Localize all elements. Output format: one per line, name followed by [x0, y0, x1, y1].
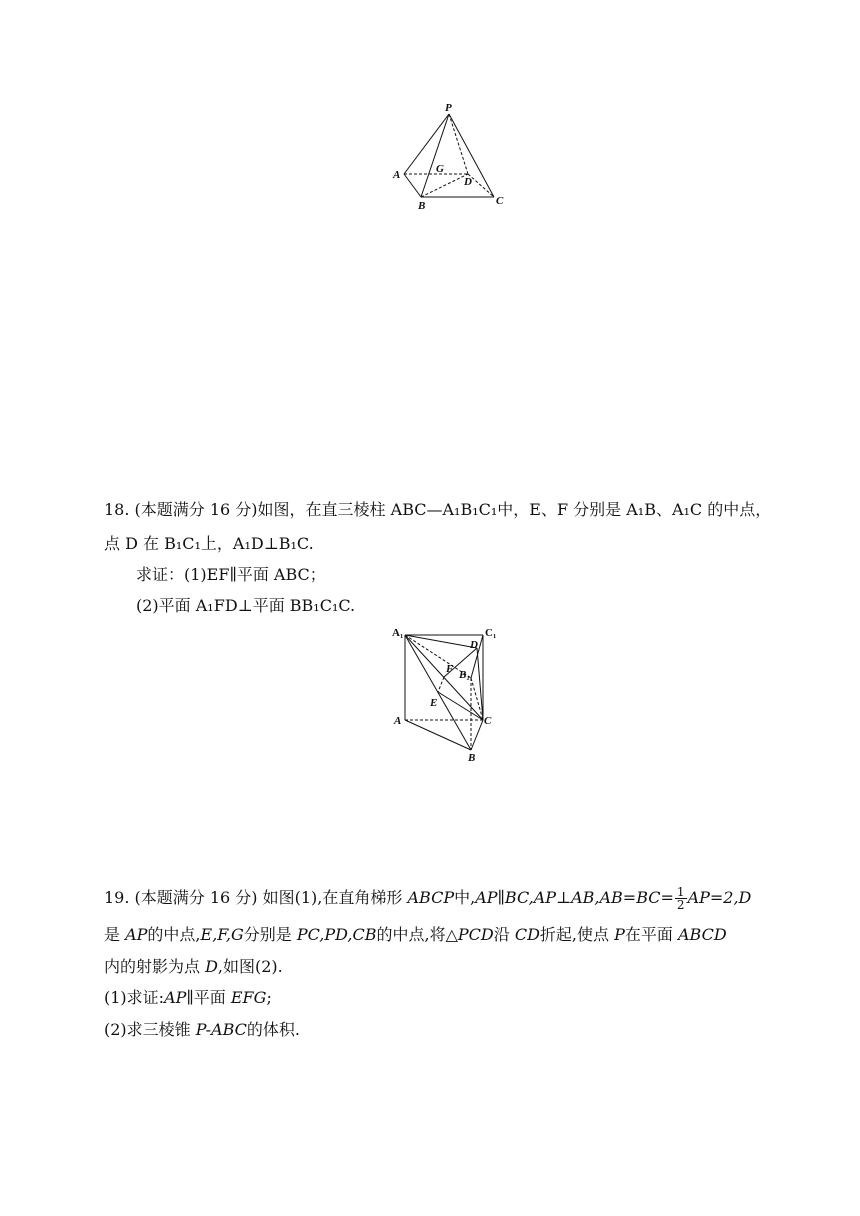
label-C1: C₁: [485, 627, 497, 639]
label-G: G: [436, 163, 444, 175]
pyramid-figure: [386, 100, 516, 215]
q19-line5: (2)求三棱锥 P-ABC的体积.: [104, 1020, 301, 1039]
label-A: A: [394, 715, 402, 727]
label-A: A: [393, 169, 401, 181]
label-B: B: [418, 200, 426, 212]
fraction-one-half: $\frac{1}{2}$: [676, 885, 685, 912]
label-B: B: [468, 752, 476, 764]
label-E: E: [430, 697, 438, 709]
label-A1: A₁: [392, 627, 404, 639]
q18-line2: 点 D 在 B₁C₁上，A₁D⊥B₁C.: [104, 534, 314, 553]
q18-line3: 求证：(1)EF∥平面 ABC；: [136, 565, 326, 584]
q19-line1: 19. (本题满分 16 分) 如图(1),在直角梯形 ABCP中,AP∥BC,AP⊥AB,AB=BC= $\frac{1}{2}$ AP=2,D: [104, 885, 752, 912]
q19-line3: 内的射影为点 D,如图(2).: [104, 957, 283, 976]
label-C: C: [496, 195, 504, 207]
label-C: C: [484, 715, 492, 727]
label-P: P: [445, 102, 452, 114]
label-D: D: [470, 639, 478, 651]
prism-figure: [388, 622, 513, 764]
q19-line4: (1)求证:AP∥平面 EFG;: [104, 988, 272, 1007]
q19-line2: 是 AP的中点,E,F,G分别是 PC,PD,CB的中点,将△PCD沿 CD折起,使点 P在平面 ABCD: [104, 925, 727, 944]
label-B1: B₁: [459, 669, 471, 681]
label-F: F: [446, 663, 454, 675]
q18-line1: 18. (本题满分 16 分)如图，在直三棱柱 ABC—A₁B₁C₁中，E、F 分别是 A₁B、A₁C 的中点，: [104, 500, 772, 519]
q18-line4: (2)平面 A₁FD⊥平面 BB₁C₁C.: [136, 596, 356, 615]
label-D: D: [464, 176, 472, 188]
